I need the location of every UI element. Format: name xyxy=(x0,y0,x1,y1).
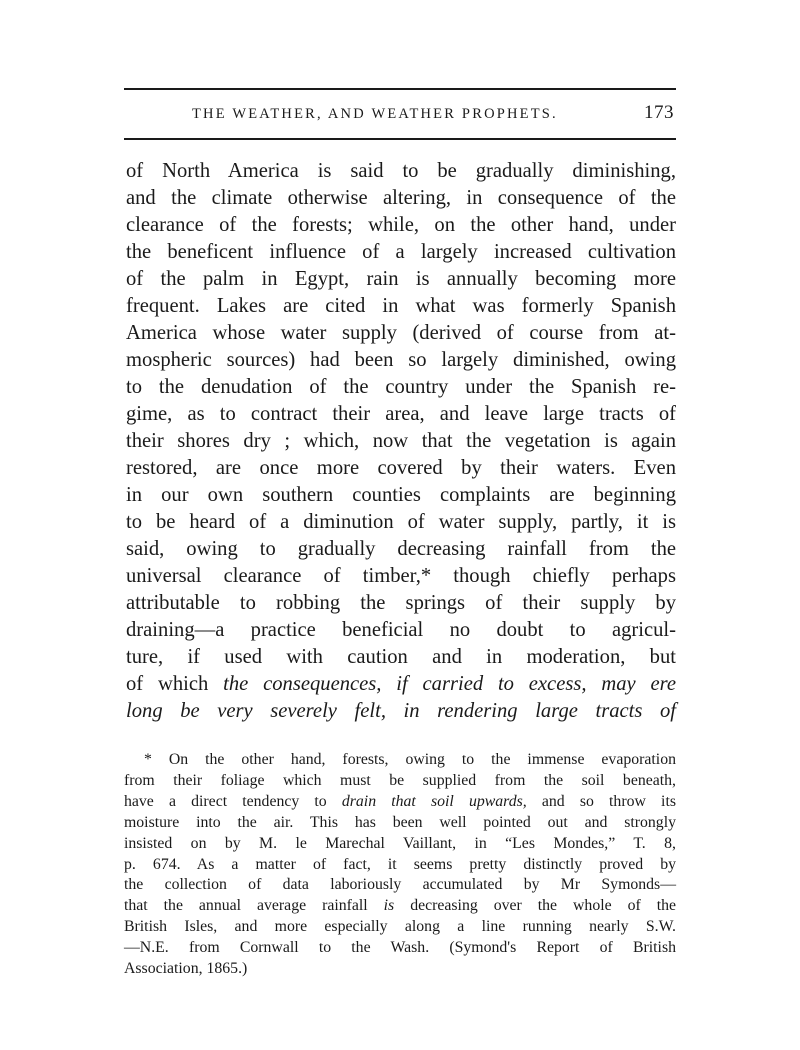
running-head xyxy=(124,104,676,128)
body-line: restored, are once more covered by their waters. Even xyxy=(126,457,676,479)
body-line: America whose water supply (derived of course from at- xyxy=(126,322,676,344)
body-line: gime, as to contract their area, and leave large tracts of xyxy=(126,403,676,425)
footnote-line: p. 674. As a matter of fact, it seems pretty distinctly proved by xyxy=(124,855,676,873)
body-line: draining—a practice beneficial no doubt to agricul- xyxy=(126,619,676,641)
header-rule-top xyxy=(124,88,676,90)
body-line: the beneficent influence of a largely increased cultivation xyxy=(126,241,676,263)
footnote-line-mixed xyxy=(124,896,676,917)
body-line: ture, if used with caution and in moderation, but xyxy=(126,646,676,668)
footnote-l8-italic: is xyxy=(383,897,395,915)
footnote-l3-italic: drain that soil upwards, xyxy=(341,792,527,810)
body-line-italic xyxy=(126,698,676,725)
body-line: said, owing to gradually decreasing rainfall from the xyxy=(126,538,676,560)
body-line: in our own southern counties complaints are beginning xyxy=(126,484,676,506)
footnote-line: moisture into the air. This has been well pointed out and strongly xyxy=(124,813,676,831)
body-line: of North America is said to be gradually diminishing, xyxy=(126,160,676,182)
body-line-mixed xyxy=(126,671,676,698)
footnote-l8-post: decreasing over the whole of the xyxy=(410,897,677,915)
body-line: frequent. Lakes are cited in what was formerly Spanish xyxy=(126,295,676,317)
body-line: and the climate otherwise altering, in consequence of the xyxy=(126,187,676,209)
footnote-line: the collection of data laboriously accumulated by Mr Symonds— xyxy=(124,876,676,894)
footnote xyxy=(124,750,676,980)
body-text xyxy=(126,158,676,725)
page-number: 173 xyxy=(644,102,674,123)
running-head-title: THE WEATHER, AND WEATHER PROPHETS. xyxy=(192,106,558,122)
footnote-line: Association, 1865.) xyxy=(124,960,248,978)
footnote-l8-pre: that the annual average rainfall xyxy=(124,897,368,915)
body-line: mospheric sources) had been so largely diminished, owing xyxy=(126,349,676,371)
footnote-line: * On the other hand, forests, owing to the immense evaporation xyxy=(144,751,676,768)
header-rule-bottom xyxy=(124,138,676,140)
body-line-20-italic: the consequences, if carried to excess, may ere xyxy=(223,673,676,695)
body-line-21-italic: long be very severely felt, in rendering large tracts of xyxy=(126,700,676,722)
footnote-line: British Isles, and more especially along a line running nearly S.W. xyxy=(124,918,676,936)
body-line: universal clearance of timber,* though chiefly perhaps xyxy=(126,565,676,587)
footnote-l3-pre: have a direct tendency to xyxy=(124,792,327,810)
footnote-line: from their foliage which must be supplied from the soil beneath, xyxy=(124,771,676,789)
footnote-line: —N.E. from Cornwall to the Wash. (Symond's Report of British xyxy=(124,939,676,957)
body-line-20-prefix: of which xyxy=(126,673,209,695)
body-line: clearance of the forests; while, on the other hand, under xyxy=(126,214,676,236)
footnote-l3-post: and so throw its xyxy=(541,792,676,810)
body-line: to be heard of a diminution of water supply, partly, it is xyxy=(126,511,676,533)
body-line: their shores dry ; which, now that the vegetation is again xyxy=(126,430,676,452)
footnote-line-mixed xyxy=(124,792,676,813)
body-line: attributable to robbing the springs of their supply by xyxy=(126,592,676,614)
body-line: to the denudation of the country under the Spanish re- xyxy=(126,376,676,398)
body-line: of the palm in Egypt, rain is annually becoming more xyxy=(126,268,676,290)
footnote-line: insisted on by M. le Marechal Vaillant, in “Les Mondes,” T. 8, xyxy=(124,834,676,852)
